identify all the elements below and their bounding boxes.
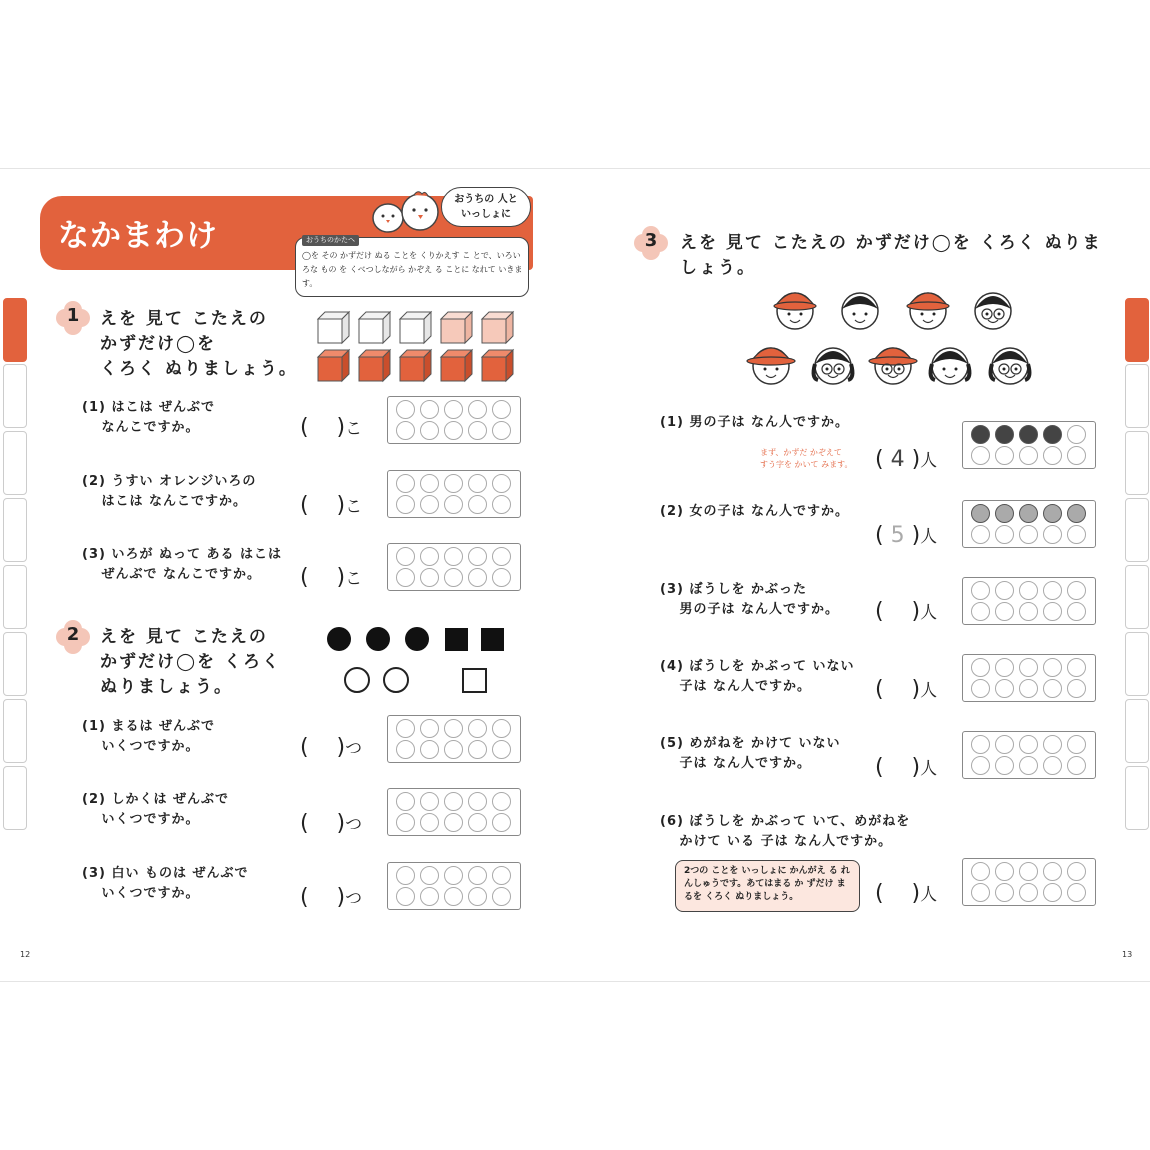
tab-current[interactable] bbox=[3, 298, 27, 362]
tab[interactable] bbox=[3, 565, 27, 629]
sub-question: (1) はこは ぜんぶで なんこですか。 bbox=[82, 400, 215, 435]
count-circle[interactable] bbox=[971, 735, 990, 754]
child-face-icon bbox=[747, 348, 795, 384]
count-circle[interactable] bbox=[420, 474, 439, 493]
white-circle-icon bbox=[384, 668, 408, 692]
sub-question: (2) しかくは ぜんぶで いくつですか。 bbox=[82, 792, 229, 827]
tab[interactable] bbox=[1125, 632, 1149, 696]
count-circle[interactable] bbox=[1067, 735, 1086, 754]
count-circle[interactable] bbox=[444, 792, 463, 811]
unit-label: こ bbox=[345, 569, 363, 589]
count-circle[interactable] bbox=[995, 658, 1014, 677]
note-text: ◯を その かずだけ ぬる ことを くりかえす こ とで、いろいろな もの を くべつしながら かぞえ る ことに なれて いきます。 bbox=[302, 251, 523, 288]
answer-blank[interactable]: ( )人 bbox=[875, 881, 938, 906]
count-circle[interactable] bbox=[420, 495, 439, 514]
count-circle[interactable] bbox=[995, 735, 1014, 754]
count-circle[interactable] bbox=[468, 568, 487, 587]
count-circle[interactable] bbox=[396, 474, 415, 493]
child-face-icon bbox=[842, 293, 878, 329]
answer-blank[interactable]: ( )つ bbox=[300, 885, 363, 910]
cube-icon bbox=[482, 312, 513, 343]
count-circle[interactable] bbox=[995, 525, 1014, 544]
tab[interactable] bbox=[1125, 565, 1149, 629]
count-circle[interactable] bbox=[995, 504, 1014, 523]
count-circle[interactable] bbox=[971, 446, 990, 465]
count-circle[interactable] bbox=[468, 400, 487, 419]
cube-icon bbox=[359, 350, 390, 381]
parent-note bbox=[295, 237, 529, 297]
count-grid[interactable] bbox=[387, 715, 521, 763]
cube-icon bbox=[400, 350, 431, 381]
answer-blank[interactable]: ( )人 bbox=[875, 755, 938, 780]
cube-icon bbox=[441, 312, 472, 343]
unit-label: 人 bbox=[920, 527, 938, 547]
tab[interactable] bbox=[1125, 364, 1149, 428]
answer-blank[interactable]: ( )こ bbox=[300, 415, 363, 440]
count-circle[interactable] bbox=[971, 679, 990, 698]
child-face-icon bbox=[991, 348, 1030, 384]
count-grid[interactable] bbox=[962, 858, 1096, 906]
tab[interactable] bbox=[1125, 498, 1149, 562]
tab[interactable] bbox=[3, 431, 27, 495]
count-circle[interactable] bbox=[1067, 504, 1086, 523]
count-circle[interactable] bbox=[1067, 525, 1086, 544]
question-text: えを 見て こたえの かずだけ◯を くろく ぬりましょう。 bbox=[100, 627, 281, 697]
page-title: なかまわけ bbox=[58, 218, 218, 254]
count-circle[interactable] bbox=[420, 400, 439, 419]
unit-label: こ bbox=[345, 497, 363, 517]
count-grid[interactable] bbox=[387, 788, 521, 836]
count-circle[interactable] bbox=[492, 495, 511, 514]
count-circle[interactable] bbox=[995, 581, 1014, 600]
count-circle[interactable] bbox=[396, 495, 415, 514]
note-tag: おうちのかたへ bbox=[302, 235, 359, 246]
count-circle[interactable] bbox=[1019, 525, 1038, 544]
count-circle[interactable] bbox=[971, 602, 990, 621]
count-circle[interactable] bbox=[1067, 756, 1086, 775]
count-circle[interactable] bbox=[1067, 679, 1086, 698]
child-face-icon bbox=[814, 348, 853, 384]
count-grid[interactable] bbox=[962, 577, 1096, 625]
children-illustration bbox=[745, 286, 1040, 390]
count-grid[interactable] bbox=[962, 731, 1096, 779]
count-circle[interactable] bbox=[468, 792, 487, 811]
count-circle[interactable] bbox=[420, 719, 439, 738]
answer-blank[interactable]: ( 5 )人 bbox=[875, 523, 938, 548]
answer-blank[interactable]: ( )つ bbox=[300, 811, 363, 836]
count-circle[interactable] bbox=[492, 568, 511, 587]
answer-blank[interactable]: ( )こ bbox=[300, 565, 363, 590]
count-circle[interactable] bbox=[492, 421, 511, 440]
count-circle[interactable] bbox=[444, 495, 463, 514]
count-circle[interactable] bbox=[396, 719, 415, 738]
black-square-icon bbox=[481, 628, 504, 651]
count-circle[interactable] bbox=[1019, 446, 1038, 465]
count-circle[interactable] bbox=[1019, 756, 1038, 775]
count-circle[interactable] bbox=[468, 719, 487, 738]
count-grid[interactable] bbox=[387, 470, 521, 518]
tab-current[interactable] bbox=[1125, 298, 1149, 362]
sub-question: (3) いろが ぬって ある はこは ぜんぶで なんこですか。 bbox=[82, 547, 283, 582]
unit-label: つ bbox=[345, 815, 363, 835]
count-grid[interactable] bbox=[962, 421, 1096, 469]
count-circle[interactable] bbox=[420, 866, 439, 885]
count-circle[interactable] bbox=[396, 740, 415, 759]
chick-illustration bbox=[368, 188, 448, 236]
answer-value: 4 bbox=[890, 447, 905, 472]
tab[interactable] bbox=[3, 766, 27, 830]
white-circle-icon bbox=[345, 668, 369, 692]
tab[interactable] bbox=[1125, 699, 1149, 763]
count-grid[interactable] bbox=[387, 862, 521, 910]
count-circle[interactable] bbox=[995, 756, 1014, 775]
count-circle[interactable] bbox=[468, 547, 487, 566]
sub-question: (4) ぼうしを かぶって いない 子は なん人ですか。 bbox=[660, 659, 855, 694]
count-circle[interactable] bbox=[1043, 581, 1062, 600]
shapes-illustration bbox=[325, 624, 515, 696]
tab[interactable] bbox=[3, 632, 27, 696]
count-circle[interactable] bbox=[1043, 658, 1062, 677]
count-circle[interactable] bbox=[396, 547, 415, 566]
count-circle[interactable] bbox=[420, 547, 439, 566]
count-circle[interactable] bbox=[971, 883, 990, 902]
answer-value: 5 bbox=[890, 523, 905, 548]
count-circle[interactable] bbox=[420, 568, 439, 587]
cube-icon bbox=[441, 350, 472, 381]
count-circle[interactable] bbox=[396, 866, 415, 885]
count-circle[interactable] bbox=[995, 679, 1014, 698]
unit-label: つ bbox=[345, 739, 363, 759]
cube-icon bbox=[359, 312, 390, 343]
count-circle[interactable] bbox=[492, 866, 511, 885]
sub-question: (3) ぼうしを かぶった 男の子は なん人ですか。 bbox=[660, 582, 840, 617]
count-circle[interactable] bbox=[444, 740, 463, 759]
unit-label: 人 bbox=[920, 681, 938, 701]
count-grid[interactable] bbox=[962, 654, 1096, 702]
count-circle[interactable] bbox=[1019, 425, 1038, 444]
tab[interactable] bbox=[1125, 431, 1149, 495]
count-circle[interactable] bbox=[1019, 504, 1038, 523]
sub-question: (2) うすい オレンジいろの はこは なんこですか。 bbox=[82, 474, 257, 509]
hint-box: 2つの ことを いっしょに かんがえ る れんしゅうです。あてはまる か ずだけ まるを くろく ぬりましょう。 bbox=[675, 860, 860, 912]
count-circle[interactable] bbox=[1043, 602, 1062, 621]
sub-question: (6) ぼうしを かぶって いて、めがねを かけて いる 子は なん人ですか。 bbox=[660, 814, 911, 849]
cube-illustration bbox=[316, 310, 526, 385]
child-face-icon bbox=[975, 293, 1011, 329]
unit-label: 人 bbox=[920, 603, 938, 623]
count-circle[interactable] bbox=[971, 862, 990, 881]
count-circle[interactable] bbox=[1043, 679, 1062, 698]
sub-question: (1) まるは ぜんぶで いくつですか。 bbox=[82, 719, 215, 754]
count-circle[interactable] bbox=[468, 887, 487, 906]
count-circle[interactable] bbox=[971, 581, 990, 600]
unit-label: こ bbox=[345, 419, 363, 439]
speech-bubble bbox=[441, 187, 531, 227]
answer-blank[interactable]: ( )つ bbox=[300, 735, 363, 760]
count-grid[interactable] bbox=[387, 543, 521, 591]
unit-label: 人 bbox=[920, 451, 938, 471]
count-circle[interactable] bbox=[971, 504, 990, 523]
tab[interactable] bbox=[1125, 766, 1149, 830]
count-circle[interactable] bbox=[420, 887, 439, 906]
count-circle[interactable] bbox=[468, 421, 487, 440]
example-note: まず、かずだ かぞえて すう字を かいて みます。 bbox=[760, 448, 853, 469]
black-circle-icon bbox=[366, 627, 390, 651]
child-face-icon bbox=[774, 293, 816, 329]
count-circle[interactable] bbox=[492, 813, 511, 832]
count-circle[interactable] bbox=[1019, 658, 1038, 677]
count-circle[interactable] bbox=[1067, 883, 1086, 902]
count-circle[interactable] bbox=[1067, 602, 1086, 621]
page-number-left: 12 bbox=[20, 950, 31, 959]
count-circle[interactable] bbox=[492, 474, 511, 493]
count-circle[interactable] bbox=[444, 547, 463, 566]
count-circle[interactable] bbox=[468, 866, 487, 885]
count-circle[interactable] bbox=[995, 883, 1014, 902]
count-circle[interactable] bbox=[1019, 581, 1038, 600]
cube-icon bbox=[400, 312, 431, 343]
black-circle-icon bbox=[405, 627, 429, 651]
count-circle[interactable] bbox=[1019, 602, 1038, 621]
question-text: えを 見て こたえの かずだけ◯を くろく ぬりま しょう。 bbox=[680, 233, 1102, 278]
answer-blank[interactable]: ( )人 bbox=[875, 677, 938, 702]
question-number-badge bbox=[634, 226, 668, 260]
bubble-text: おうちの 人と いっしょに bbox=[454, 194, 518, 220]
count-circle[interactable] bbox=[492, 719, 511, 738]
count-circle[interactable] bbox=[444, 813, 463, 832]
count-circle[interactable] bbox=[1067, 658, 1086, 677]
question-number-badge bbox=[56, 301, 90, 335]
count-circle[interactable] bbox=[444, 887, 463, 906]
unit-label: つ bbox=[345, 889, 363, 909]
count-circle[interactable] bbox=[468, 495, 487, 514]
cube-icon bbox=[318, 312, 349, 343]
count-circle[interactable] bbox=[1043, 525, 1062, 544]
answer-blank[interactable]: ( 4 )人 bbox=[875, 447, 938, 472]
question-number-badge bbox=[56, 620, 90, 654]
black-circle-icon bbox=[327, 627, 351, 651]
sub-question: (5) めがねを かけて いない 子は なん人ですか。 bbox=[660, 736, 841, 771]
count-circle[interactable] bbox=[444, 474, 463, 493]
count-circle[interactable] bbox=[1019, 883, 1038, 902]
count-circle[interactable] bbox=[1067, 862, 1086, 881]
count-circle[interactable] bbox=[444, 400, 463, 419]
count-circle[interactable] bbox=[1043, 735, 1062, 754]
count-circle[interactable] bbox=[468, 740, 487, 759]
count-circle[interactable] bbox=[995, 862, 1014, 881]
sub-question: (1) 男の子は なん人ですか。 bbox=[660, 415, 849, 430]
count-circle[interactable] bbox=[396, 400, 415, 419]
count-circle[interactable] bbox=[971, 525, 990, 544]
count-circle[interactable] bbox=[492, 400, 511, 419]
count-circle[interactable] bbox=[971, 425, 990, 444]
count-circle[interactable] bbox=[971, 756, 990, 775]
count-circle[interactable] bbox=[444, 568, 463, 587]
count-circle[interactable] bbox=[420, 792, 439, 811]
count-circle[interactable] bbox=[1043, 425, 1062, 444]
count-circle[interactable] bbox=[396, 421, 415, 440]
count-circle[interactable] bbox=[492, 740, 511, 759]
cube-icon bbox=[318, 350, 349, 381]
count-circle[interactable] bbox=[492, 887, 511, 906]
count-circle[interactable] bbox=[444, 719, 463, 738]
count-circle[interactable] bbox=[1019, 862, 1038, 881]
child-face-icon bbox=[869, 348, 917, 384]
count-grid[interactable] bbox=[962, 500, 1096, 548]
white-square-icon bbox=[463, 669, 486, 692]
unit-label: 人 bbox=[920, 759, 938, 779]
page-number-right: 13 bbox=[1122, 950, 1133, 959]
count-circle[interactable] bbox=[1067, 581, 1086, 600]
count-circle[interactable] bbox=[420, 421, 439, 440]
count-circle[interactable] bbox=[1019, 735, 1038, 754]
count-circle[interactable] bbox=[1043, 862, 1062, 881]
sub-question: (3) 白い ものは ぜんぶで いくつですか。 bbox=[82, 866, 249, 901]
count-circle[interactable] bbox=[396, 813, 415, 832]
answer-blank[interactable]: ( )こ bbox=[300, 493, 363, 518]
child-face-icon bbox=[931, 348, 970, 384]
count-circle[interactable] bbox=[1043, 883, 1062, 902]
count-circle[interactable] bbox=[396, 792, 415, 811]
question-number: 3 bbox=[644, 230, 658, 251]
question-number: 1 bbox=[66, 305, 80, 326]
count-circle[interactable] bbox=[1043, 504, 1062, 523]
count-circle[interactable] bbox=[468, 474, 487, 493]
answer-blank[interactable]: ( )人 bbox=[875, 599, 938, 624]
count-circle[interactable] bbox=[1043, 446, 1062, 465]
count-circle[interactable] bbox=[995, 602, 1014, 621]
unit-label: 人 bbox=[920, 885, 938, 905]
count-circle[interactable] bbox=[995, 425, 1014, 444]
question-number: 2 bbox=[66, 624, 80, 645]
count-circle[interactable] bbox=[396, 568, 415, 587]
count-grid[interactable] bbox=[387, 396, 521, 444]
cube-icon bbox=[482, 350, 513, 381]
count-circle[interactable] bbox=[492, 792, 511, 811]
count-circle[interactable] bbox=[420, 813, 439, 832]
black-square-icon bbox=[445, 628, 468, 651]
count-circle[interactable] bbox=[420, 740, 439, 759]
count-circle[interactable] bbox=[492, 547, 511, 566]
count-circle[interactable] bbox=[444, 421, 463, 440]
count-circle[interactable] bbox=[1019, 679, 1038, 698]
count-circle[interactable] bbox=[468, 813, 487, 832]
count-circle[interactable] bbox=[396, 887, 415, 906]
count-circle[interactable] bbox=[1067, 425, 1086, 444]
tab[interactable] bbox=[3, 699, 27, 763]
sub-question: (2) 女の子は なん人ですか。 bbox=[660, 504, 849, 519]
count-circle[interactable] bbox=[1067, 446, 1086, 465]
count-circle[interactable] bbox=[444, 866, 463, 885]
count-circle[interactable] bbox=[971, 658, 990, 677]
count-circle[interactable] bbox=[995, 446, 1014, 465]
tab[interactable] bbox=[3, 364, 27, 428]
child-face-icon bbox=[907, 293, 949, 329]
question-text: えを 見て こたえの かずだけ◯を くろく ぬりましょう。 bbox=[100, 309, 298, 379]
tab[interactable] bbox=[3, 498, 27, 562]
count-circle[interactable] bbox=[1043, 756, 1062, 775]
